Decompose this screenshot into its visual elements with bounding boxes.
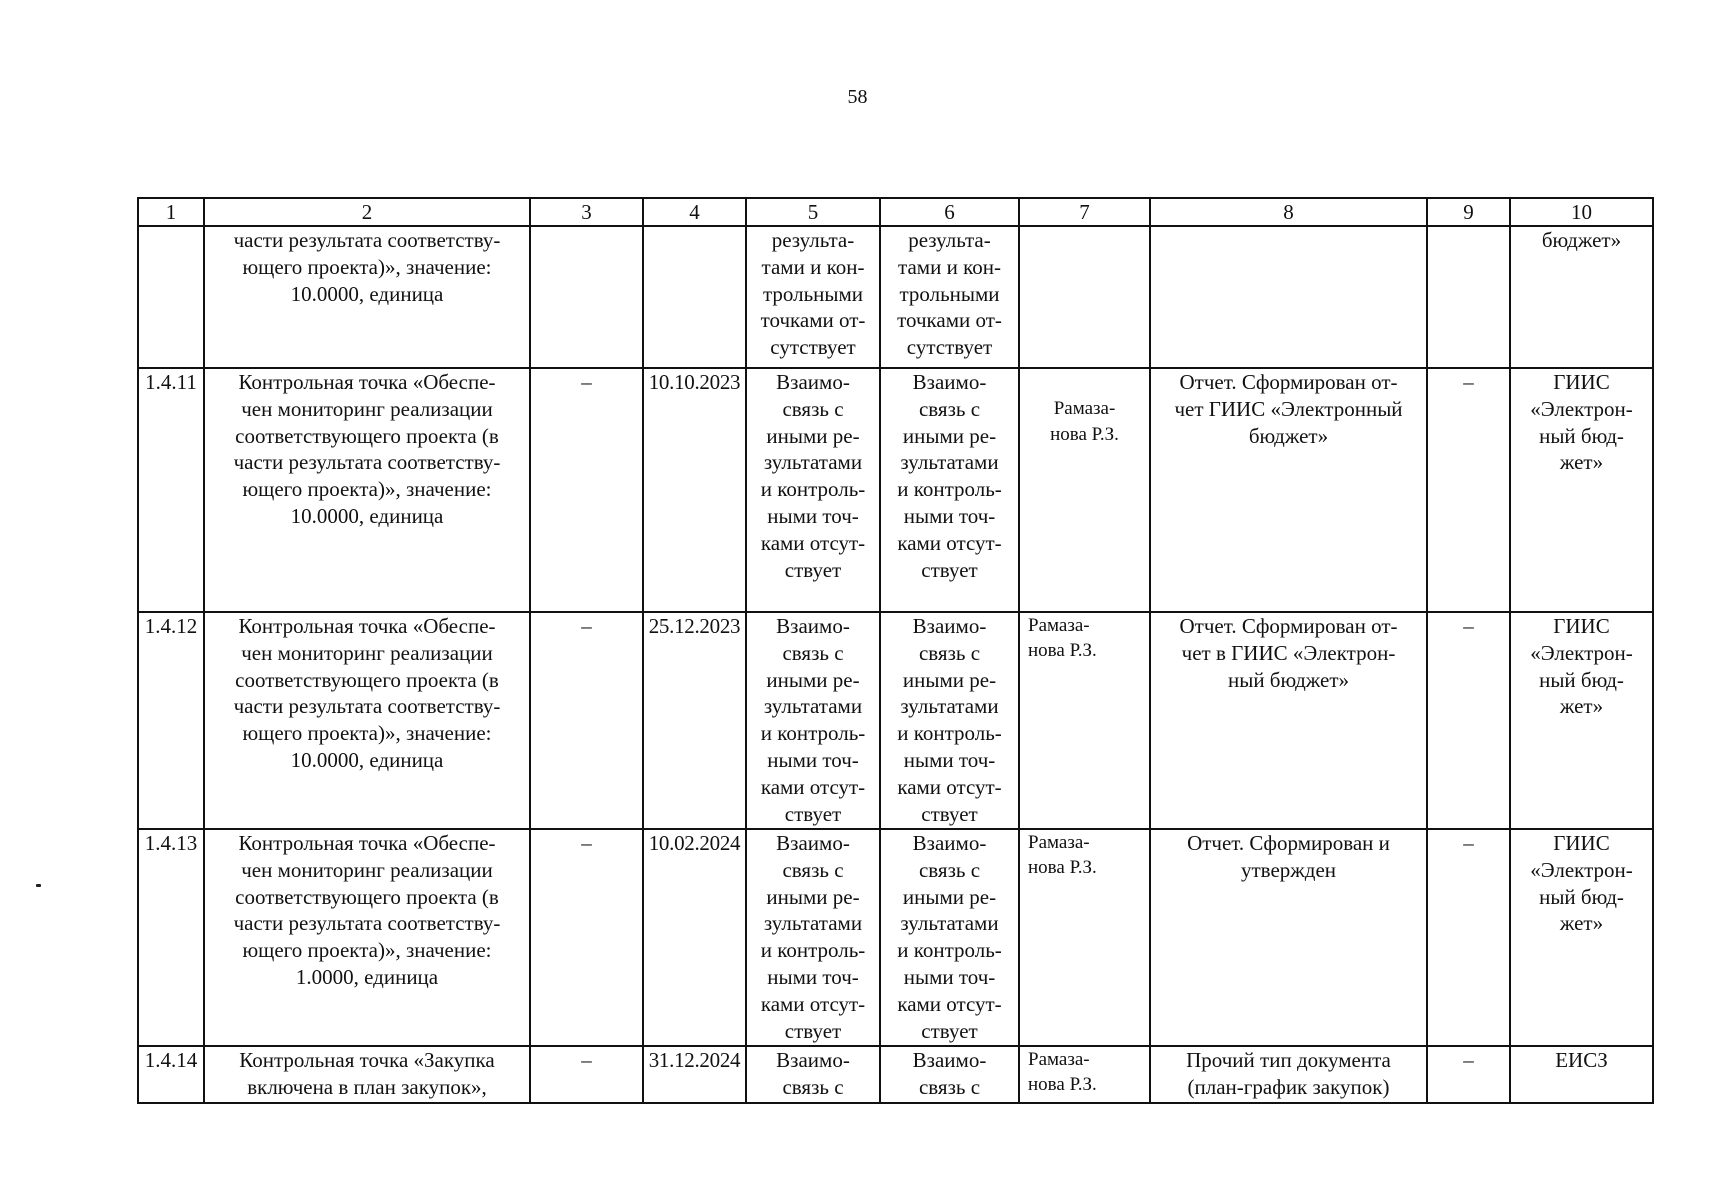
information-system-cell: ГИИС «Электрон- ный бюд- жет»: [1510, 368, 1653, 612]
successor-link-cell: Взаимо- связь с: [880, 1046, 1019, 1103]
column-header: 6: [880, 198, 1019, 226]
date-cell: 10.10.2023: [643, 368, 746, 612]
responsible-person-cell: Рамаза- нова Р.З.: [1019, 612, 1150, 829]
successor-link-cell: Взаимо- связь с иными ре- зультатами и контроль- ными точ- ками отсут- ствует: [880, 612, 1019, 829]
document-type-cell: Отчет. Сформирован и утвержден: [1150, 829, 1427, 1046]
predecessor-link-cell: результа- тами и кон- трольными точками от- сутствует: [746, 226, 880, 368]
column-3-cell: –: [530, 1046, 643, 1103]
column-header: 5: [746, 198, 880, 226]
column-9-cell: –: [1427, 829, 1510, 1046]
date-cell: 25.12.2023: [643, 612, 746, 829]
column-3-cell: [530, 226, 643, 368]
information-system-cell: ЕИСЗ: [1510, 1046, 1653, 1103]
document-type-cell: Отчет. Сформирован от- чет ГИИС «Электронный бюджет»: [1150, 368, 1427, 612]
document-type-cell: Прочий тип документа (план-график закупок): [1150, 1046, 1427, 1103]
predecessor-link-cell: Взаимо- связь с иными ре- зультатами и контроль- ными точ- ками отсут- ствует: [746, 368, 880, 612]
column-3-cell: –: [530, 829, 643, 1046]
column-header: 2: [204, 198, 530, 226]
column-header: 3: [530, 198, 643, 226]
date-cell: [643, 226, 746, 368]
information-system-cell: ГИИС «Электрон- ный бюд- жет»: [1510, 612, 1653, 829]
date-cell: 10.02.2024: [643, 829, 746, 1046]
table-row: [138, 226, 1653, 368]
information-system-cell: ГИИС «Электрон- ный бюд- жет»: [1510, 829, 1653, 1046]
row-number-cell: 1.4.11: [138, 368, 204, 612]
table-row: [138, 612, 1653, 829]
responsible-person-cell: Рамаза- нова Р.З.: [1019, 368, 1150, 612]
control-points-table: [137, 197, 1654, 1104]
column-header: 8: [1150, 198, 1427, 226]
row-number-cell: 1.4.12: [138, 612, 204, 829]
date-cell: 31.12.2024: [643, 1046, 746, 1103]
responsible-person-cell: Рамаза- нова Р.З.: [1019, 1046, 1150, 1103]
column-header: 7: [1019, 198, 1150, 226]
table-row: [138, 368, 1653, 612]
column-header: 10: [1510, 198, 1653, 226]
predecessor-link-cell: Взаимо- связь с: [746, 1046, 880, 1103]
column-9-cell: –: [1427, 368, 1510, 612]
row-number-cell: [138, 226, 204, 368]
responsible-person-cell: Рамаза- нова Р.З.: [1019, 829, 1150, 1046]
table-row: [138, 829, 1653, 1046]
control-point-description-cell: Контрольная точка «Закупка включена в план закупок»,: [204, 1046, 530, 1103]
column-3-cell: –: [530, 612, 643, 829]
row-number-cell: 1.4.13: [138, 829, 204, 1046]
scan-speck: [36, 884, 41, 887]
column-header: 1: [138, 198, 204, 226]
row-number-cell: 1.4.14: [138, 1046, 204, 1103]
column-header: 9: [1427, 198, 1510, 226]
successor-link-cell: результа- тами и кон- трольными точками от- сутствует: [880, 226, 1019, 368]
predecessor-link-cell: Взаимо- связь с иными ре- зультатами и контроль- ными точ- ками отсут- ствует: [746, 612, 880, 829]
table-row: [138, 1046, 1653, 1103]
document-type-cell: [1150, 226, 1427, 368]
column-9-cell: –: [1427, 1046, 1510, 1103]
successor-link-cell: Взаимо- связь с иными ре- зультатами и контроль- ными точ- ками отсут- ствует: [880, 829, 1019, 1046]
document-type-cell: Отчет. Сформирован от- чет в ГИИС «Электрон- ный бюджет»: [1150, 612, 1427, 829]
control-point-description-cell: Контрольная точка «Обеспе- чен мониторинг реализации соответствующего проекта (в части результата соответству- ющего проекта)», значение: 1.0000, единица: [204, 829, 530, 1046]
column-number-row: [138, 198, 1653, 226]
responsible-person-cell: [1019, 226, 1150, 368]
control-point-description-cell: Контрольная точка «Обеспе- чен мониторинг реализации соответствующего проекта (в части результата соответству- ющего проекта)», значение: 10.0000, единица: [204, 368, 530, 612]
column-header: 4: [643, 198, 746, 226]
predecessor-link-cell: Взаимо- связь с иными ре- зультатами и контроль- ными точ- ками отсут- ствует: [746, 829, 880, 1046]
control-point-description-cell: части результата соответству- ющего проекта)», значение: 10.0000, единица: [204, 226, 530, 368]
column-3-cell: –: [530, 368, 643, 612]
information-system-cell: бюджет»: [1510, 226, 1653, 368]
page-number: 58: [847, 86, 868, 108]
control-point-description-cell: Контрольная точка «Обеспе- чен мониторинг реализации соответствующего проекта (в части результата соответству- ющего проекта)», значение: 10.0000, единица: [204, 612, 530, 829]
column-9-cell: [1427, 226, 1510, 368]
successor-link-cell: Взаимо- связь с иными ре- зультатами и контроль- ными точ- ками отсут- ствует: [880, 368, 1019, 612]
column-9-cell: –: [1427, 612, 1510, 829]
